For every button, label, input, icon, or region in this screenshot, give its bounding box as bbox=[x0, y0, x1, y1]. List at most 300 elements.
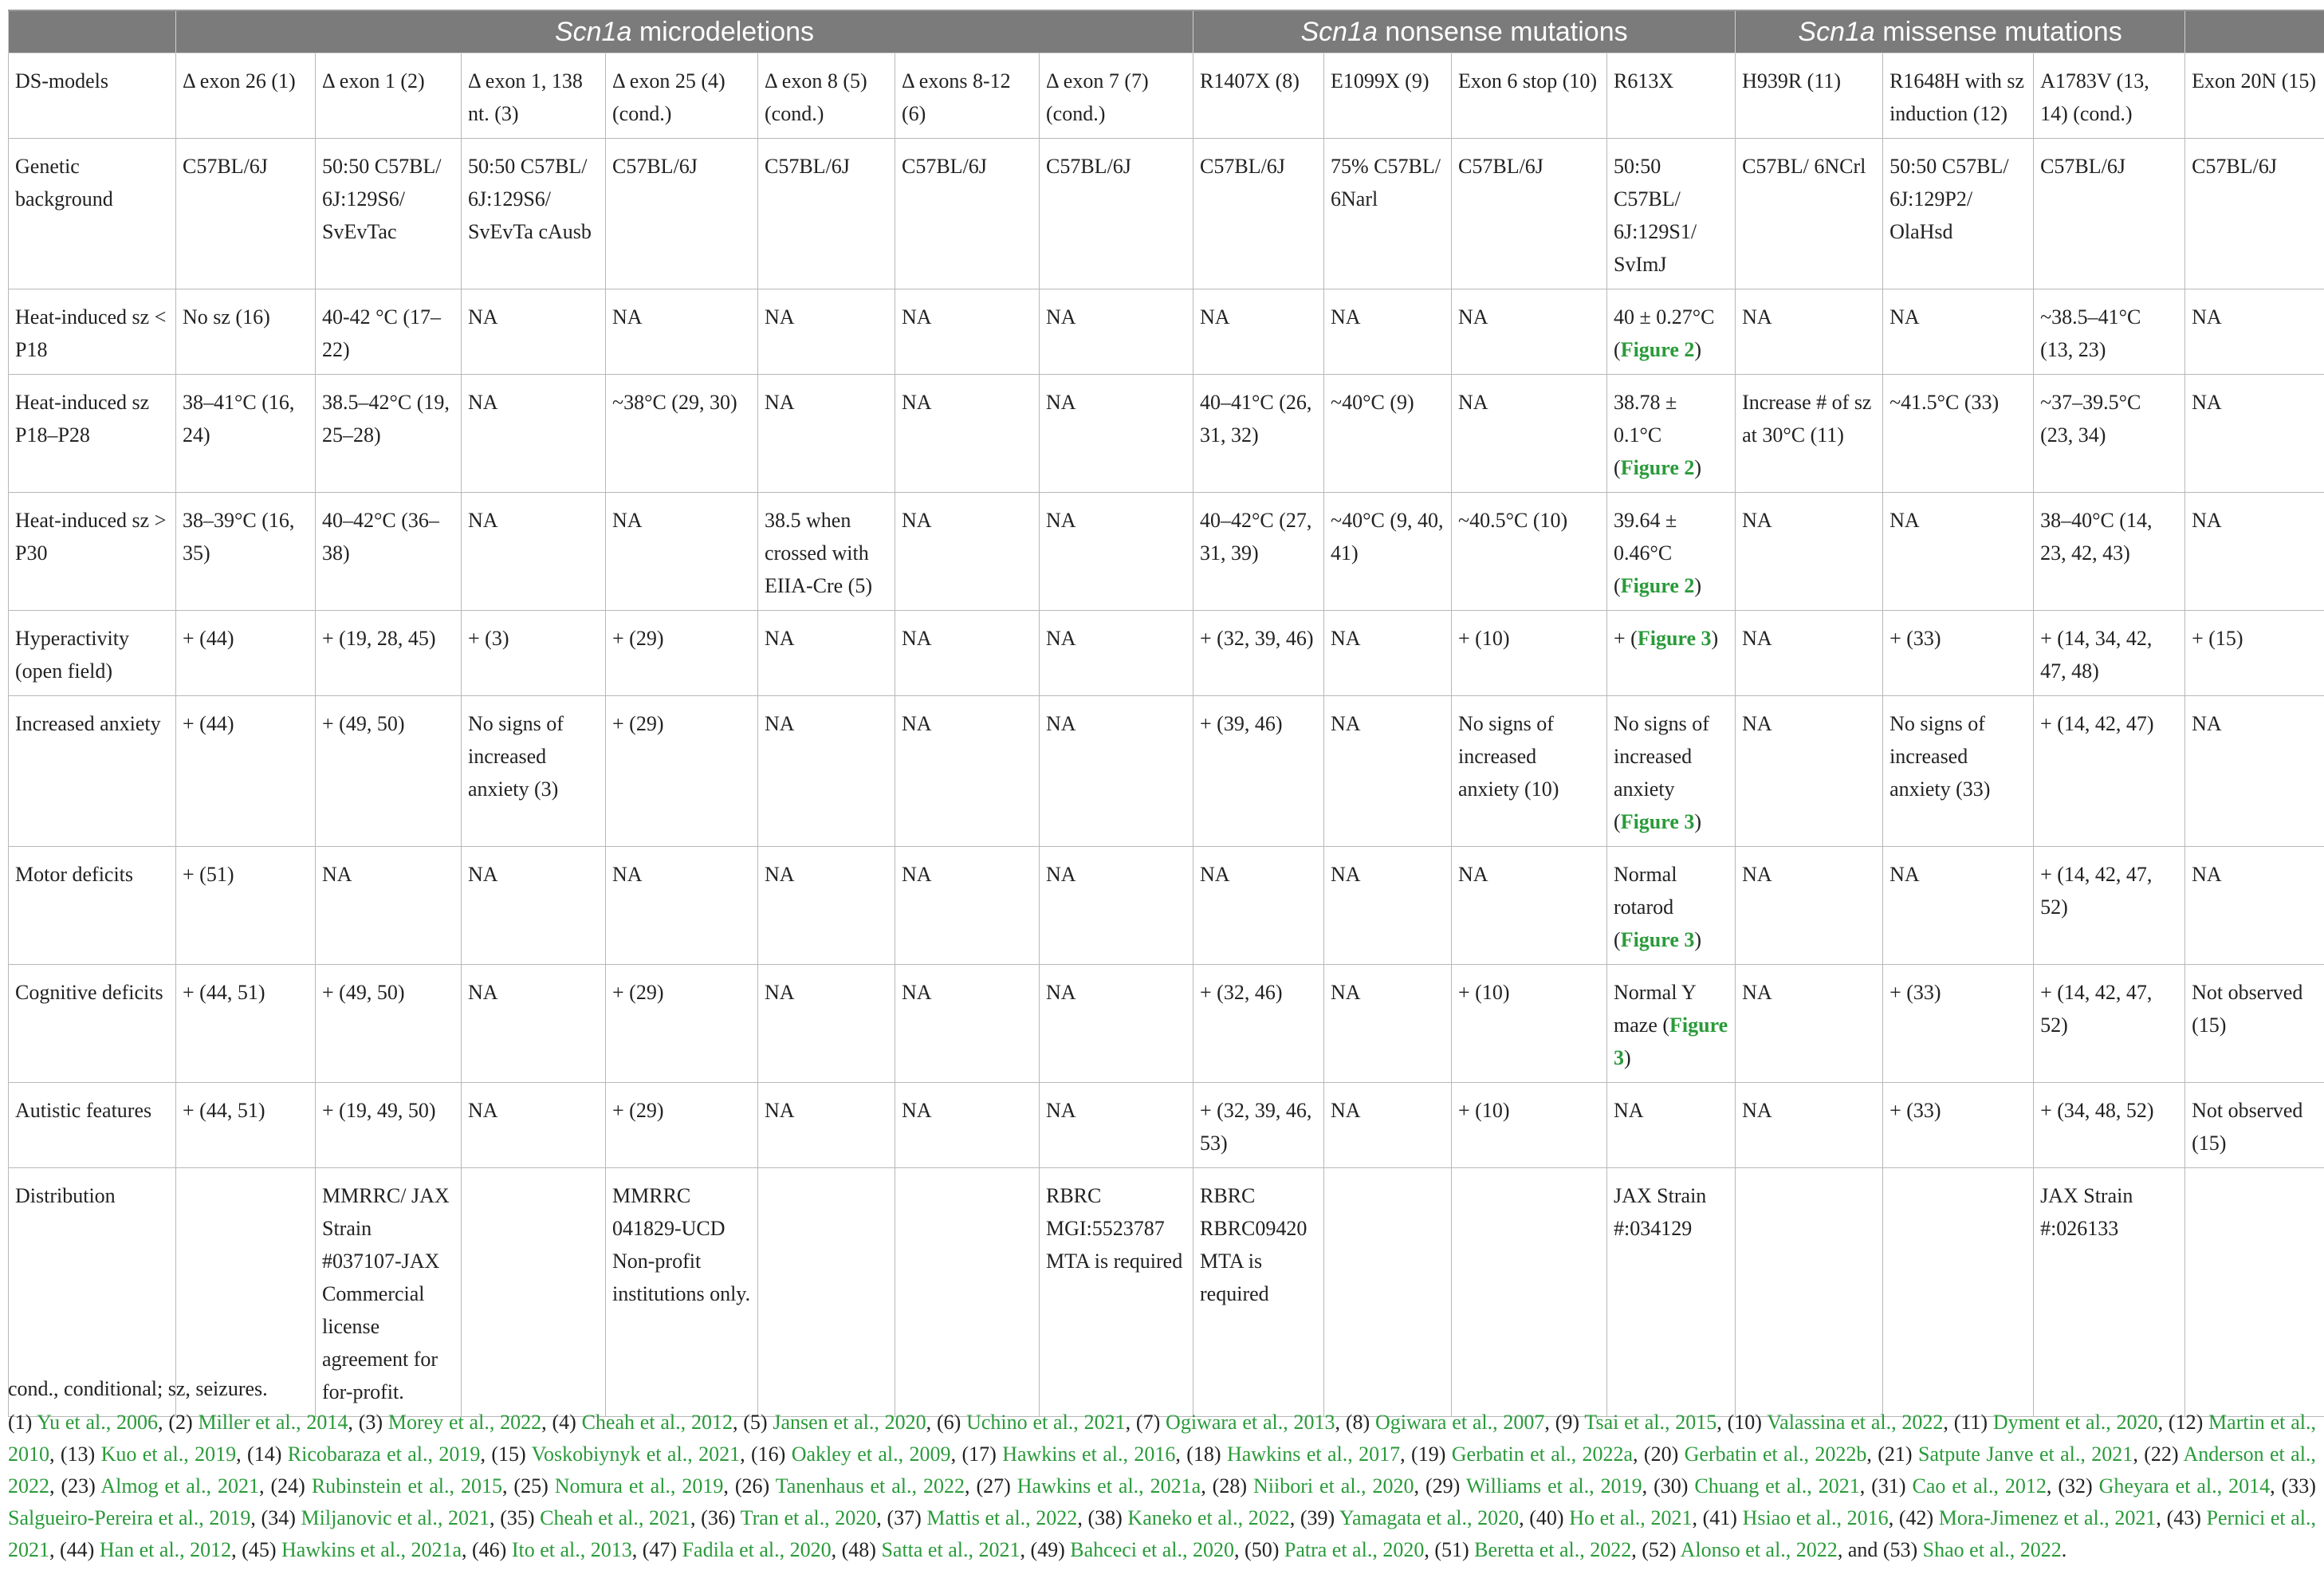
citation-link[interactable]: Pernici et al., 2021 bbox=[8, 1506, 2316, 1561]
table-cell bbox=[2034, 965, 2185, 1083]
cell-text: NA bbox=[1331, 981, 1361, 1004]
cell-text: + (51) bbox=[183, 863, 234, 886]
reference-number: , (32) bbox=[2046, 1474, 2099, 1498]
table-cell bbox=[1452, 847, 1607, 965]
table-cell bbox=[758, 965, 895, 1083]
table-cell: Normal rotarod (Figure 3) bbox=[1607, 847, 1736, 965]
table-cell bbox=[895, 289, 1040, 375]
reference-number: , (9) bbox=[1544, 1411, 1585, 1434]
cell-text: 40–41°C (26, 31, 32) bbox=[1200, 391, 1312, 447]
citation-link[interactable]: Ogiwara et al., 2013 bbox=[1166, 1411, 1335, 1434]
table-cell bbox=[1040, 53, 1193, 139]
cell-text: + (49, 50) bbox=[322, 712, 405, 735]
reference-number: , (8) bbox=[1335, 1411, 1375, 1434]
citation-link[interactable]: Hawkins et al., 2021a bbox=[281, 1538, 462, 1561]
table-row bbox=[9, 965, 2324, 1083]
reference-number: , (41) bbox=[1692, 1506, 1743, 1529]
citation-link[interactable]: Niibori et al., 2020 bbox=[1252, 1474, 1414, 1498]
table-cell bbox=[758, 696, 895, 847]
table-cell bbox=[1040, 1083, 1193, 1168]
cell-text: JAX Strain #:034129 bbox=[1614, 1184, 1707, 1240]
table-cell bbox=[1736, 139, 1883, 289]
cell-text: NA bbox=[1046, 863, 1076, 886]
table-cell bbox=[462, 375, 606, 493]
table-footnotes bbox=[8, 1373, 2316, 1566]
cell-text: NA bbox=[612, 863, 643, 886]
figure-link[interactable]: Figure 3 bbox=[1637, 627, 1712, 650]
table-cell bbox=[758, 611, 895, 696]
cell-text: NA bbox=[902, 391, 932, 414]
citation-link[interactable]: Satta et al., 2021 bbox=[881, 1538, 1020, 1561]
table-cell bbox=[316, 139, 462, 289]
cell-text: NA bbox=[468, 981, 498, 1004]
table-cell bbox=[895, 53, 1040, 139]
table-row bbox=[9, 696, 2324, 847]
cell-text: + (44, 51) bbox=[183, 1099, 265, 1122]
table-cell bbox=[2185, 847, 2324, 965]
cell-text: 40-42 °C (17–22) bbox=[322, 305, 442, 361]
table-cell bbox=[316, 289, 462, 375]
figure-link[interactable]: Figure 3 bbox=[1614, 1013, 1728, 1069]
table-cell bbox=[1736, 375, 1883, 493]
cell-text: NA bbox=[1046, 509, 1076, 532]
cell-text: + (32, 39, 46, 53) bbox=[1200, 1099, 1312, 1155]
citation-link[interactable]: Mattis et al., 2022 bbox=[926, 1506, 1078, 1529]
table-cell bbox=[2034, 847, 2185, 965]
cell-text: + (44, 51) bbox=[183, 981, 265, 1004]
table-cell bbox=[606, 847, 758, 965]
table-cell bbox=[758, 1083, 895, 1168]
cell-text: NA bbox=[765, 863, 795, 886]
reference-number: , (14) bbox=[236, 1442, 288, 1466]
table-cell bbox=[1040, 139, 1193, 289]
table-cell bbox=[316, 493, 462, 611]
citation-link[interactable]: Voskobiynyk et al., 2021 bbox=[531, 1442, 741, 1466]
reference-number: , (7) bbox=[1125, 1411, 1166, 1434]
cell-text: + ( bbox=[1614, 627, 1638, 650]
cell-text: No signs of increased anxiety (3) bbox=[468, 712, 564, 801]
table-cell bbox=[316, 53, 462, 139]
citation-link[interactable]: Satpute Janve et al., 2021 bbox=[1917, 1442, 2133, 1466]
table-cell bbox=[606, 289, 758, 375]
table-cell bbox=[1607, 1083, 1736, 1168]
cell-text: 38.5–42°C (19, 25–28) bbox=[322, 391, 450, 447]
citation-link[interactable]: Kuo et al., 2019 bbox=[100, 1442, 237, 1466]
reference-number: , (35) bbox=[490, 1506, 541, 1529]
table-cell bbox=[2034, 289, 2185, 375]
citation-link[interactable]: Cheah et al., 2021 bbox=[540, 1506, 691, 1529]
cell-text: C57BL/ 6NCrl bbox=[1742, 155, 1866, 178]
table-cell bbox=[1040, 965, 1193, 1083]
table-cell bbox=[1040, 696, 1193, 847]
reference-number: , (34) bbox=[250, 1506, 301, 1529]
cell-text: NA bbox=[902, 1099, 932, 1122]
cell-text: NA bbox=[1331, 712, 1361, 735]
cell-text: + (14, 42, 47, 52) bbox=[2040, 863, 2153, 919]
table-cell bbox=[1607, 53, 1736, 139]
table-cell bbox=[316, 696, 462, 847]
citation-link[interactable]: Ricobaraza et al., 2019 bbox=[287, 1442, 481, 1466]
cell-text: Δ exon 25 (4) (cond.) bbox=[612, 69, 726, 125]
citation-link[interactable]: Tsai et al., 2015 bbox=[1584, 1411, 1717, 1434]
table-cell bbox=[1040, 289, 1193, 375]
abbreviations-note: cond., conditional; sz, seizures. bbox=[8, 1377, 268, 1400]
cell-text: ~38.5–41°C (13, 23) bbox=[2040, 305, 2141, 361]
citation-link[interactable]: Yamagata et al., 2020 bbox=[1339, 1506, 1520, 1529]
cell-text: NA bbox=[902, 509, 932, 532]
cell-text: R613X bbox=[1614, 69, 1674, 92]
citation-link[interactable]: Salgueiro-Pereira et al., 2019 bbox=[8, 1506, 251, 1529]
cell-text: NA bbox=[2192, 712, 2222, 735]
table-cell bbox=[1452, 493, 1607, 611]
group-header-missense: Scn1a missense mutations bbox=[1736, 10, 2185, 53]
table-cell bbox=[1193, 493, 1324, 611]
citation-link[interactable]: Tran et al., 2020 bbox=[740, 1506, 877, 1529]
cell-text: NA bbox=[1742, 305, 1772, 329]
table-row bbox=[9, 53, 2324, 139]
table-row bbox=[9, 1083, 2324, 1168]
citation-link[interactable]: Hawkins et al., 2017 bbox=[1226, 1442, 1401, 1466]
reference-number: , (46) bbox=[462, 1538, 512, 1561]
table-cell bbox=[606, 139, 758, 289]
table-cell bbox=[2185, 493, 2324, 611]
table-cell bbox=[1193, 847, 1324, 965]
figure-link[interactable]: Figure 2 bbox=[1620, 574, 1695, 597]
table-cell bbox=[1736, 289, 1883, 375]
reference-number: . bbox=[2061, 1538, 2067, 1561]
table-cell bbox=[606, 965, 758, 1083]
cell-text: NA bbox=[1046, 712, 1076, 735]
cell-text: NA bbox=[1742, 509, 1772, 532]
table-cell bbox=[462, 289, 606, 375]
cell-text: NA bbox=[765, 1099, 795, 1122]
table-cell bbox=[2185, 1083, 2324, 1168]
row-header: Autistic features bbox=[9, 1083, 176, 1168]
table-cell bbox=[1324, 696, 1452, 847]
cell-text: NA bbox=[1742, 981, 1772, 1004]
citation-link[interactable]: Gerbatin et al., 2022a bbox=[1451, 1442, 1634, 1466]
reference-number: , (39) bbox=[1289, 1506, 1339, 1529]
citation-link[interactable]: Gerbatin et al., 2022b bbox=[1684, 1442, 1867, 1466]
cell-text: Exon 6 stop (10) bbox=[1458, 69, 1598, 92]
cell-text: R1648H with sz induction (12) bbox=[1889, 69, 2025, 125]
cell-text: NA bbox=[2192, 391, 2222, 414]
cell-text: NA bbox=[902, 627, 932, 650]
citation-link[interactable]: Shao et al., 2022 bbox=[1922, 1538, 2062, 1561]
table-cell bbox=[758, 289, 895, 375]
table-cell bbox=[1324, 139, 1452, 289]
table-cell: Normal Y maze (Figure 3) bbox=[1607, 965, 1736, 1083]
table-cell bbox=[2034, 611, 2185, 696]
citation-link[interactable]: Ho et al., 2021 bbox=[1569, 1506, 1693, 1529]
citation-link[interactable]: Uchino et al., 2021 bbox=[966, 1411, 1126, 1434]
citation-link[interactable]: Mora-Jimenez et al., 2021 bbox=[1938, 1506, 2157, 1529]
reference-number: , (49) bbox=[1020, 1538, 1071, 1561]
cell-text: C57BL/6J bbox=[1200, 155, 1285, 178]
table-cell bbox=[1193, 289, 1324, 375]
row-header: Heat-induced sz < P18 bbox=[9, 289, 176, 375]
table-cell bbox=[1324, 375, 1452, 493]
table-cell bbox=[1607, 611, 1736, 696]
reference-number: , (42) bbox=[1888, 1506, 1939, 1529]
citation-link[interactable]: Ito et al., 2013 bbox=[511, 1538, 632, 1561]
citation-link[interactable]: Hawkins et al., 2021a bbox=[1017, 1474, 1201, 1498]
citation-link[interactable]: Almog et al., 2021 bbox=[100, 1474, 260, 1498]
cell-text: + (3) bbox=[468, 627, 509, 650]
cell-text: + (29) bbox=[612, 981, 664, 1004]
table-cell bbox=[1452, 53, 1607, 139]
table-cell bbox=[462, 53, 606, 139]
cell-text: 50:50 C57BL/ 6J:129S6/ SvEvTac bbox=[322, 155, 442, 243]
table-cell bbox=[1452, 139, 1607, 289]
citation-link[interactable]: Valassina et al., 2022 bbox=[1767, 1411, 1944, 1434]
citation-link[interactable]: Hawkins et al., 2016 bbox=[1002, 1442, 1176, 1466]
cell-text: + (10) bbox=[1458, 981, 1510, 1004]
row-header: Hyperactivity (open field) bbox=[9, 611, 176, 696]
table-cell bbox=[2034, 1083, 2185, 1168]
reference-number: , (5) bbox=[732, 1411, 773, 1434]
cell-text: + (32, 39, 46) bbox=[1200, 627, 1314, 650]
table-cell bbox=[1452, 611, 1607, 696]
cell-text: NA bbox=[765, 627, 795, 650]
table-cell bbox=[895, 965, 1040, 1083]
table-cell bbox=[1452, 965, 1607, 1083]
table-cell bbox=[1883, 1083, 2034, 1168]
citation-link[interactable]: Martin et al., 2010 bbox=[8, 1411, 2316, 1466]
cell-text: Not observed (15) bbox=[2192, 981, 2303, 1037]
table-row bbox=[9, 139, 2324, 289]
group-header-nonsense: Scn1a nonsense mutations bbox=[1193, 10, 1736, 53]
reference-number: , (48) bbox=[831, 1538, 882, 1561]
reference-number: (1) bbox=[8, 1411, 37, 1434]
citation-link[interactable]: Rubinstein et al., 2015 bbox=[311, 1474, 502, 1498]
table-cell bbox=[758, 139, 895, 289]
cell-text: Δ exons 8-12 (6) bbox=[902, 69, 1011, 125]
cell-text: A1783V (13, 14) (cond.) bbox=[2040, 69, 2149, 125]
cell-text: 38–40°C (14, 23, 42, 43) bbox=[2040, 509, 2153, 565]
cell-text: + (14, 34, 42, 47, 48) bbox=[2040, 627, 2153, 683]
cell-text: RBRC MGI:5523787 MTA is required bbox=[1046, 1184, 1183, 1273]
cell-text: NA bbox=[468, 391, 498, 414]
citation-link[interactable]: Yu et al., 2006 bbox=[37, 1411, 159, 1434]
table-cell bbox=[1452, 1083, 1607, 1168]
table-cell bbox=[606, 493, 758, 611]
figure-link[interactable]: Figure 3 bbox=[1620, 928, 1695, 951]
citation-link[interactable]: Tanenhaus et al., 2022 bbox=[775, 1474, 965, 1498]
reference-number: , (21) bbox=[1866, 1442, 1918, 1466]
table-cell bbox=[1193, 139, 1324, 289]
cell-text: NA bbox=[902, 305, 932, 329]
table-cell bbox=[2185, 289, 2324, 375]
figure-link[interactable]: Figure 2 bbox=[1620, 338, 1695, 361]
table-cell bbox=[1040, 493, 1193, 611]
figure-link[interactable]: Figure 2 bbox=[1620, 456, 1695, 479]
cell-text: C57BL/6J bbox=[2192, 155, 2277, 178]
citation-link[interactable]: Jansen et al., 2020 bbox=[773, 1411, 926, 1434]
cell-text: + (14, 42, 47) bbox=[2040, 712, 2154, 735]
cell-text: + (39, 46) bbox=[1200, 712, 1283, 735]
reference-number: , (3) bbox=[348, 1411, 388, 1434]
table-cell bbox=[1736, 696, 1883, 847]
table-cell bbox=[176, 493, 316, 611]
citation-link[interactable]: Fadila et al., 2020 bbox=[682, 1538, 832, 1561]
reference-number: , (44) bbox=[49, 1538, 100, 1561]
table-cell bbox=[2034, 696, 2185, 847]
table-cell bbox=[2034, 493, 2185, 611]
table-cell bbox=[316, 847, 462, 965]
cell-text: + (29) bbox=[612, 1099, 664, 1122]
cell-text: NA bbox=[1046, 1099, 1076, 1122]
table-cell bbox=[1607, 139, 1736, 289]
cell-text: NA bbox=[1742, 863, 1772, 886]
table-cell bbox=[462, 139, 606, 289]
table-cell bbox=[1040, 375, 1193, 493]
cell-text: + (29) bbox=[612, 627, 664, 650]
reference-number: , (11) bbox=[1943, 1411, 1993, 1434]
citation-link[interactable]: Miller et al., 2014 bbox=[198, 1411, 348, 1434]
cell-text: NA bbox=[1046, 391, 1076, 414]
citation-link[interactable]: Hsiao et al., 2016 bbox=[1742, 1506, 1889, 1529]
citation-link[interactable]: Gheyara et al., 2014 bbox=[2098, 1474, 2271, 1498]
table-cell bbox=[1324, 289, 1452, 375]
table-cell bbox=[462, 611, 606, 696]
table-row bbox=[9, 375, 2324, 493]
table-cell bbox=[1193, 965, 1324, 1083]
citation-link[interactable]: Miljanovic et al., 2021 bbox=[301, 1506, 490, 1529]
cell-text: NA bbox=[902, 981, 932, 1004]
table-cell bbox=[1193, 1083, 1324, 1168]
reference-number: , (50) bbox=[1234, 1538, 1284, 1561]
cell-text: MMRRC 041829-UCD Non-profit institutions only. bbox=[612, 1184, 751, 1305]
cell-text: NA bbox=[2192, 305, 2222, 329]
table-row bbox=[9, 493, 2324, 611]
table-cell bbox=[1883, 696, 2034, 847]
table-cell bbox=[758, 847, 895, 965]
reference-number: , (12) bbox=[2157, 1411, 2209, 1434]
table-cell bbox=[1193, 611, 1324, 696]
table-row bbox=[9, 611, 2324, 696]
table-cell bbox=[1883, 965, 2034, 1083]
cell-text: C57BL/6J bbox=[765, 155, 850, 178]
cell-text: JAX Strain #:026133 bbox=[2040, 1184, 2133, 1240]
table-cell bbox=[1324, 493, 1452, 611]
cell-text: + (44) bbox=[183, 712, 234, 735]
table-row bbox=[9, 289, 2324, 375]
cell-text: No signs of increased anxiety (33) bbox=[1889, 712, 1991, 801]
citation-link[interactable]: Nomura et al., 2019 bbox=[554, 1474, 724, 1498]
cell-text: No signs of increased anxiety bbox=[1614, 712, 1709, 801]
reference-number: , (20) bbox=[1633, 1442, 1685, 1466]
reference-number: , (43) bbox=[2156, 1506, 2207, 1529]
cell-text: ~37–39.5°C (23, 34) bbox=[2040, 391, 2141, 447]
cell-text: NA bbox=[468, 509, 498, 532]
cell-text: NA bbox=[1331, 863, 1361, 886]
cell-text: 40–42°C (36–38) bbox=[322, 509, 439, 565]
table-cell bbox=[1324, 847, 1452, 965]
table-cell bbox=[1736, 53, 1883, 139]
cell-text: Normal Y maze bbox=[1614, 981, 1696, 1037]
row-header: Distribution bbox=[9, 1168, 176, 1417]
citation-link[interactable]: Williams et al., 2019 bbox=[1465, 1474, 1642, 1498]
citation-link[interactable]: Han et al., 2012 bbox=[99, 1538, 232, 1561]
citation-link[interactable]: Alonso et al., 2022 bbox=[1680, 1538, 1838, 1561]
cell-text: NA bbox=[1458, 305, 1488, 329]
table-cell bbox=[606, 1083, 758, 1168]
row-header: Heat-induced sz P18–P28 bbox=[9, 375, 176, 493]
group-header-empty bbox=[9, 10, 176, 53]
citation-link[interactable]: Patra et al., 2020 bbox=[1284, 1538, 1425, 1561]
citation-link[interactable]: Ogiwara et al., 2007 bbox=[1374, 1411, 1545, 1434]
citation-link[interactable]: Morey et al., 2022 bbox=[387, 1411, 542, 1434]
reference-number: , (17) bbox=[950, 1442, 1003, 1466]
citation-link[interactable]: Kaneko et al., 2022 bbox=[1127, 1506, 1290, 1529]
cell-text: NA bbox=[1458, 391, 1488, 414]
cell-text: MMRRC/ JAX Strain #037107-JAX Commercial license agreement for for-profit. bbox=[322, 1184, 450, 1403]
reference-number: , (2) bbox=[158, 1411, 199, 1434]
citation-link[interactable]: Beretta et al., 2022 bbox=[1474, 1538, 1632, 1561]
table-cell bbox=[1736, 493, 1883, 611]
cell-text: C57BL/6J bbox=[612, 155, 698, 178]
cell-text: C57BL/6J bbox=[902, 155, 987, 178]
reference-number: , (52) bbox=[1631, 1538, 1681, 1561]
cell-text: Increase # of sz at 30°C (11) bbox=[1742, 391, 1872, 447]
cell-text: NA bbox=[612, 305, 643, 329]
cell-text: Not observed (15) bbox=[2192, 1099, 2303, 1155]
table-cell bbox=[176, 611, 316, 696]
citation-link[interactable]: Chuang et al., 2021 bbox=[1694, 1474, 1860, 1498]
cell-text: NA bbox=[2192, 863, 2222, 886]
table-cell bbox=[1324, 611, 1452, 696]
cell-text: Normal rotarod bbox=[1614, 863, 1677, 919]
citation-link[interactable]: Anderson et al., 2022 bbox=[8, 1442, 2316, 1498]
cell-text: No sz (16) bbox=[183, 305, 270, 329]
cell-text: NA bbox=[1200, 305, 1230, 329]
table-cell bbox=[462, 1083, 606, 1168]
cell-text: NA bbox=[612, 509, 643, 532]
table-cell bbox=[462, 696, 606, 847]
cell-text: NA bbox=[468, 863, 498, 886]
citation-link[interactable]: Oakley et al., 2009 bbox=[791, 1442, 951, 1466]
figure-link[interactable]: Figure 3 bbox=[1620, 810, 1695, 833]
citation-link[interactable]: Bahceci et al., 2020 bbox=[1070, 1538, 1235, 1561]
table-cell bbox=[176, 965, 316, 1083]
table-container bbox=[8, 10, 2316, 1417]
citation-link[interactable]: Dyment et al., 2020 bbox=[1992, 1411, 2158, 1434]
table-cell bbox=[316, 375, 462, 493]
cell-text: + (32, 46) bbox=[1200, 981, 1283, 1004]
cell-text: + (19, 49, 50) bbox=[322, 1099, 436, 1122]
citation-link[interactable]: Cao et al., 2012 bbox=[1912, 1474, 2047, 1498]
cell-text: NA bbox=[1742, 1099, 1772, 1122]
cell-text: + (19, 28, 45) bbox=[322, 627, 436, 650]
cell-text: 38.78 ± 0.1°C bbox=[1614, 391, 1677, 447]
table-cell bbox=[895, 696, 1040, 847]
table-cell bbox=[895, 493, 1040, 611]
row-header: Increased anxiety bbox=[9, 696, 176, 847]
reference-number: , (22) bbox=[2133, 1442, 2184, 1466]
reference-number: , (40) bbox=[1519, 1506, 1570, 1529]
citation-link[interactable]: Cheah et al., 2012 bbox=[581, 1411, 733, 1434]
cell-text: ~41.5°C (33) bbox=[1889, 391, 2000, 414]
reference-number: , (27) bbox=[964, 1474, 1017, 1498]
cell-text: NA bbox=[1046, 981, 1076, 1004]
cell-text: H939R (11) bbox=[1742, 69, 1842, 92]
table-cell: 39.64 ± 0.46°C (Figure 2) bbox=[1607, 493, 1736, 611]
row-header: Heat-induced sz > P30 bbox=[9, 493, 176, 611]
cell-text: + (33) bbox=[1889, 1099, 1941, 1122]
table-cell bbox=[462, 965, 606, 1083]
table-cell bbox=[2185, 375, 2324, 493]
